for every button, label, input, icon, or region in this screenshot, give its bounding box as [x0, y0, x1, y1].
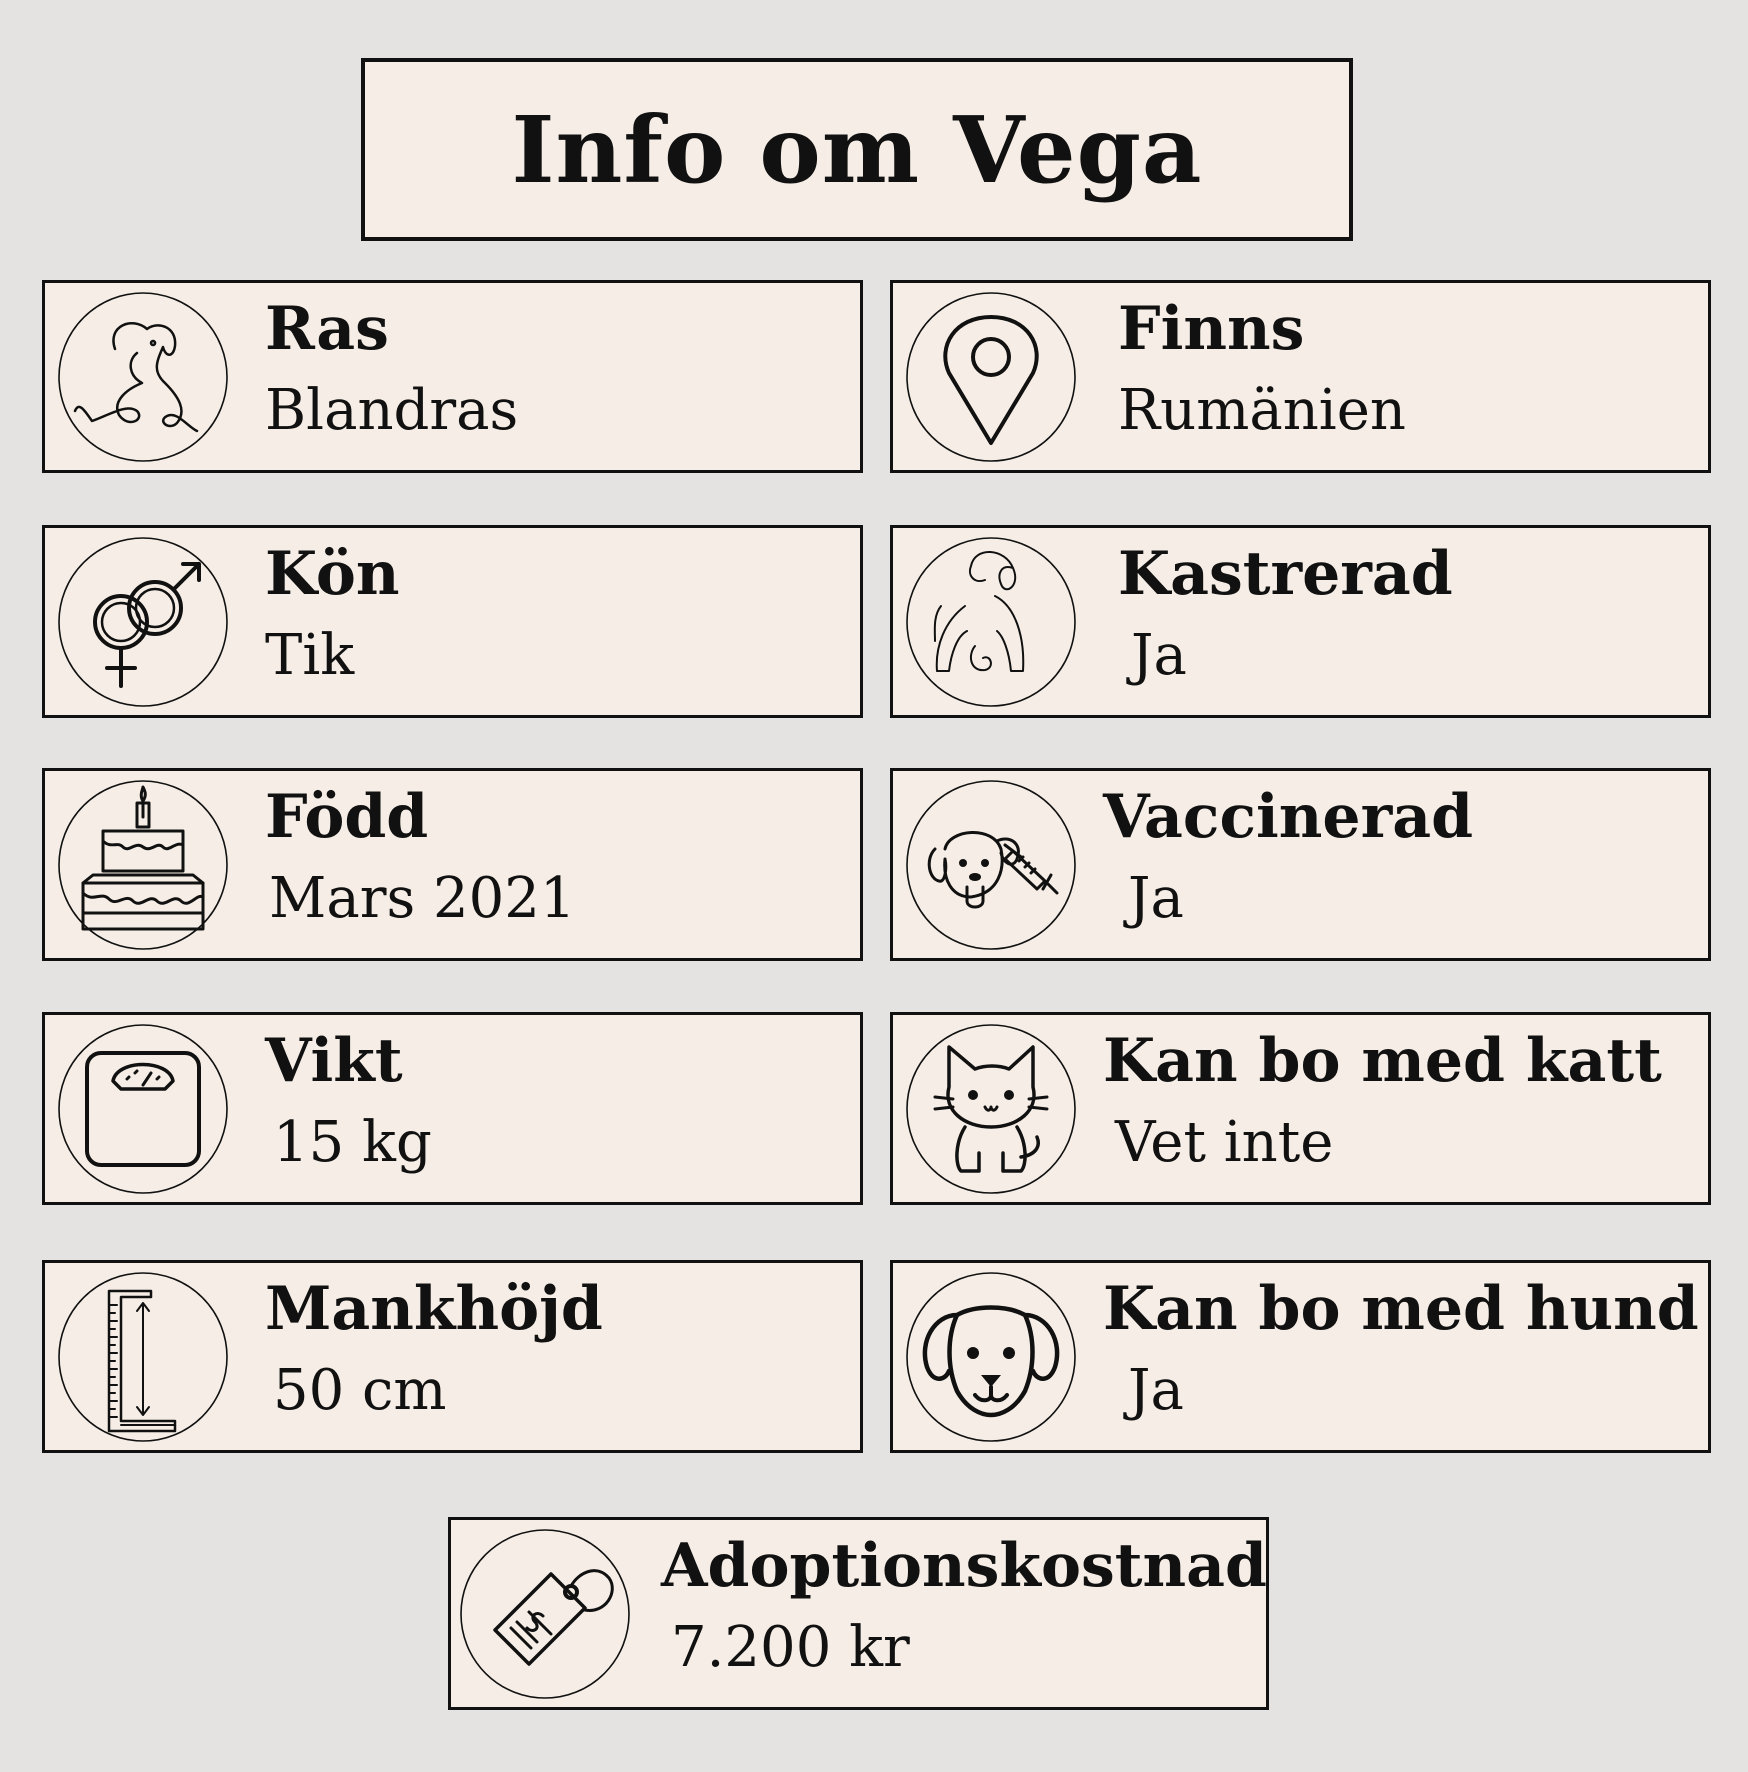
location-pin-icon: [905, 291, 1077, 463]
card-value: Ja: [1128, 866, 1184, 931]
card-value: Blandras: [265, 378, 519, 443]
card-label: Kan bo med hund: [1103, 1274, 1699, 1344]
card-label: Vikt: [265, 1026, 403, 1096]
card-label: Kastrerad: [1118, 539, 1453, 609]
card-value: Mars 2021: [269, 866, 576, 931]
card-label: Ras: [265, 294, 389, 364]
card-label: Mankhöjd: [265, 1274, 603, 1344]
sitting-dog-icon: [905, 536, 1077, 708]
info-card-adoptionskostnad: [448, 1517, 1269, 1710]
card-label: Född: [265, 782, 429, 852]
card-label: Kön: [265, 539, 400, 609]
price-tag-icon: [459, 1528, 631, 1700]
page-title: Info om Vega: [511, 95, 1203, 204]
card-label: Kan bo med katt: [1103, 1026, 1662, 1096]
cat-icon: [905, 1023, 1077, 1195]
card-label: Adoptionskostnad: [661, 1531, 1267, 1601]
info-card-vaccinerad: [890, 768, 1711, 961]
dog-syringe-icon: [905, 779, 1077, 951]
info-card-hund: [890, 1260, 1711, 1453]
birthday-cake-icon: [57, 779, 229, 951]
gender-symbols-icon: [57, 536, 229, 708]
info-card-fodd: [42, 768, 863, 961]
card-value: Tik: [265, 623, 355, 688]
info-card-kon: [42, 525, 863, 718]
dog-face-icon: [905, 1271, 1077, 1443]
info-card-finns: [890, 280, 1711, 473]
card-label: Finns: [1118, 294, 1305, 364]
card-value: 50 cm: [273, 1358, 447, 1423]
info-card-kastrerad: [890, 525, 1711, 718]
info-card-mankhojd: [42, 1260, 863, 1453]
scale-icon: [57, 1023, 229, 1195]
card-value: Ja: [1131, 623, 1187, 688]
card-value: Rumänien: [1118, 378, 1406, 443]
dog-line-art-icon: [57, 291, 229, 463]
card-label: Vaccinerad: [1103, 782, 1474, 852]
info-card-vikt: [42, 1012, 863, 1205]
card-value: Ja: [1128, 1358, 1184, 1423]
height-ruler-icon: [57, 1271, 229, 1443]
info-card-ras: [42, 280, 863, 473]
info-card-katt: [890, 1012, 1711, 1205]
card-value: Vet inte: [1115, 1110, 1334, 1175]
title-banner: [361, 58, 1353, 241]
card-value: 15 kg: [273, 1110, 432, 1175]
card-value: 7.200 kr: [671, 1615, 910, 1680]
